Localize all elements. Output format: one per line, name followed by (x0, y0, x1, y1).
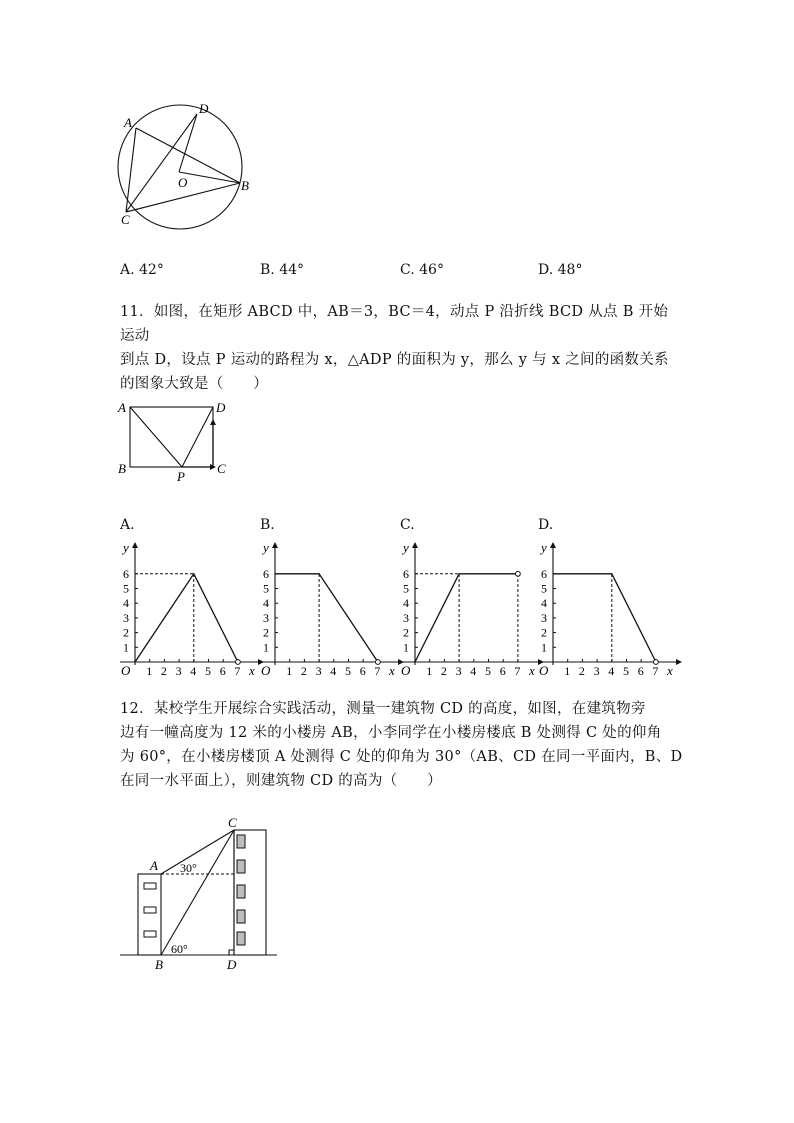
x-tick-label: 7 (374, 664, 381, 676)
q10-choice-a: A. 42° (120, 262, 164, 278)
x-tick-label: 3 (175, 664, 182, 676)
sight-line-b (161, 830, 234, 955)
y-tick-label: 3 (123, 610, 129, 625)
x-tick-label: 5 (485, 664, 491, 676)
y-tick-label: 5 (541, 581, 547, 596)
q11-line-1: 11．如图，在矩形 ABCD 中，AB＝3，BC＝4，动点 P 沿折线 BCD 从点 B 开始运动 (120, 304, 669, 344)
y-axis-arrow-icon (550, 542, 556, 548)
segment-dp (182, 407, 213, 467)
label-a: A (150, 858, 158, 873)
x-axis-label: x (249, 663, 255, 676)
y-axis-arrow-icon (412, 542, 418, 548)
x-axis-label: x (529, 663, 535, 676)
y-tick-label: 6 (263, 566, 269, 581)
q11-question-text (120, 300, 680, 396)
q11-rectangle-figure (115, 395, 240, 485)
y-tick-label: 5 (123, 581, 129, 596)
q11-graph-d-letter: D. (538, 517, 554, 533)
q12-line-3: 为 60°，在小楼房楼顶 A 处测得 C 处的仰角为 30°（AB、CD 在同一平面内，B、D (120, 749, 683, 765)
function-line (553, 574, 656, 662)
y-tick-label: 4 (403, 596, 409, 611)
origin-label: O (121, 663, 131, 676)
y-tick-label: 4 (123, 596, 129, 611)
y-tick-label: 2 (403, 625, 409, 640)
x-tick-label: 4 (190, 664, 197, 676)
hollow-point-marker (516, 571, 521, 576)
y-tick-label: 2 (123, 625, 129, 640)
angle-b-label: 60° (171, 942, 188, 956)
x-tick-label: 1 (146, 664, 153, 676)
x-tick-label: 4 (470, 664, 477, 676)
label-o: O (178, 175, 188, 190)
label-d: D (216, 400, 226, 415)
x-tick-label: 7 (652, 664, 659, 676)
y-axis-arrow-icon (272, 542, 278, 548)
function-graph-b (258, 538, 408, 676)
q12-line-2: 边有一幢高度为 12 米的小楼房 AB，小李同学在小楼房楼底 B 处测得 C 处的仰角 (120, 725, 662, 741)
q10-choice-b: B. 44° (260, 262, 305, 278)
label-c: C (121, 212, 130, 227)
x-axis-label: x (667, 663, 673, 676)
y-axis-label: y (123, 540, 129, 555)
q12-question-text (120, 697, 690, 793)
label-d: D (227, 957, 237, 972)
x-tick-label: 6 (637, 664, 644, 676)
q12-line-1: 12．某校学生开展综合实践活动，测量一建筑物 CD 的高度，如图，在建筑物旁 (120, 701, 646, 717)
x-tick-label: 5 (345, 664, 351, 676)
y-tick-label: 1 (123, 640, 129, 655)
y-tick-label: 2 (541, 625, 547, 640)
x-tick-label: 4 (608, 664, 615, 676)
segment-ap (130, 407, 182, 467)
x-tick-label: 3 (315, 664, 322, 676)
y-tick-label: 1 (403, 640, 409, 655)
q12-building-figure (115, 812, 285, 972)
function-graph-a (118, 538, 268, 676)
function-line (415, 574, 518, 662)
q11-line-2: 到点 D，设点 P 运动的路程为 x，△ADP 的面积为 y，那么 y 与 x 之间的函数关系 (120, 352, 669, 368)
sight-line-a (161, 830, 234, 874)
y-axis-label: y (541, 540, 547, 555)
x-tick-label: 7 (234, 664, 241, 676)
x-tick-label: 1 (426, 664, 433, 676)
small-building (138, 874, 161, 955)
label-b: B (155, 957, 163, 972)
label-d: D (199, 101, 209, 116)
q11-graph-c-letter: C. (400, 517, 415, 533)
origin-label: O (261, 663, 271, 676)
arrow-up-icon (210, 419, 216, 425)
y-tick-label: 4 (541, 596, 547, 611)
label-a: A (124, 115, 132, 130)
y-tick-label: 3 (403, 610, 409, 625)
function-line (275, 574, 378, 662)
segment-ab (136, 128, 240, 183)
x-tick-label: 6 (499, 664, 506, 676)
y-tick-label: 6 (403, 566, 409, 581)
y-tick-label: 5 (263, 581, 269, 596)
x-tick-label: 2 (300, 664, 307, 676)
hollow-point-marker (376, 660, 381, 665)
y-tick-label: 3 (263, 610, 269, 625)
label-c: C (228, 815, 237, 830)
angle-a-label: 30° (180, 861, 197, 875)
x-tick-label: 3 (455, 664, 462, 676)
x-tick-label: 2 (160, 664, 167, 676)
tall-building-windows (237, 835, 245, 945)
label-c: C (217, 461, 226, 476)
origin-label: O (401, 663, 411, 676)
x-tick-label: 7 (514, 664, 521, 676)
x-axis-arrow-icon (676, 659, 682, 665)
x-tick-label: 4 (330, 664, 337, 676)
q12-line-4: 在同一水平面上），则建筑物 CD 的高为（ ） (120, 773, 442, 789)
x-tick-label: 2 (578, 664, 585, 676)
function-graph-c (398, 538, 548, 676)
q11-line-3: 的图象大致是（ ） (120, 376, 268, 392)
rectangle-abcd (130, 407, 213, 467)
y-axis-label: y (403, 540, 409, 555)
q11-graph-a-letter: A. (120, 517, 135, 533)
x-tick-label: 3 (593, 664, 600, 676)
y-tick-label: 3 (541, 610, 547, 625)
y-tick-label: 6 (541, 566, 547, 581)
function-line (135, 574, 238, 662)
x-tick-label: 6 (219, 664, 226, 676)
q11-graph-b-letter: B. (260, 517, 275, 533)
right-angle-mark (229, 950, 234, 955)
y-tick-label: 6 (123, 566, 129, 581)
hollow-point-marker (654, 660, 659, 665)
y-axis-label: y (263, 540, 269, 555)
label-a: A (118, 400, 126, 415)
label-b: B (118, 461, 126, 476)
y-tick-label: 4 (263, 596, 269, 611)
x-tick-label: 1 (286, 664, 293, 676)
y-axis-arrow-icon (132, 542, 138, 548)
origin-label: O (539, 663, 549, 676)
q10-circle-figure (110, 95, 260, 235)
label-p: P (177, 469, 185, 484)
y-tick-label: 1 (263, 640, 269, 655)
y-tick-label: 2 (263, 625, 269, 640)
x-tick-label: 5 (205, 664, 211, 676)
q10-choice-d: D. 48° (538, 262, 583, 278)
x-tick-label: 1 (564, 664, 571, 676)
y-tick-label: 5 (403, 581, 409, 596)
segment-do (179, 114, 197, 172)
x-tick-label: 2 (440, 664, 447, 676)
segment-ob (179, 172, 240, 183)
x-tick-label: 6 (359, 664, 366, 676)
x-axis-label: x (389, 663, 395, 676)
hollow-point-marker (236, 660, 241, 665)
function-graph-d (536, 538, 686, 676)
q10-choice-c: C. 46° (400, 262, 444, 278)
label-b: B (241, 178, 249, 193)
small-building-windows (144, 883, 156, 937)
y-tick-label: 1 (541, 640, 547, 655)
x-tick-label: 5 (623, 664, 629, 676)
